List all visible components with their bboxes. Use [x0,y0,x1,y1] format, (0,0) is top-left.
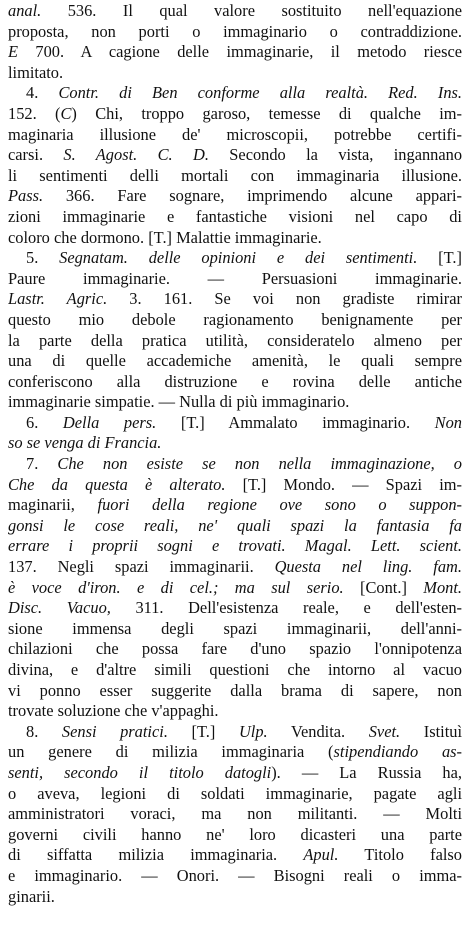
text-segment: ginarii. [8,886,55,906]
text-segment: una di quelle accademiche amenità, le quali sempre [8,351,462,371]
italic-text-segment: Lastr. Agric. [8,289,108,309]
text-line [8,22,462,43]
italic-text-segment: Della pers. [62,412,157,432]
text-line [8,660,462,681]
text-segment: amministratori voraci, ma non militanti. — Molti [8,804,462,824]
italic-text-segment: Che da questa è alterato. [8,474,226,494]
text-segment: 700. A cagione delle immaginarie, il metodo riesce [18,42,462,62]
text-line [8,619,462,640]
italic-text-segment: Che non esiste se non nella immaginazione, o [57,454,462,474]
italic-text-segment: stipendiando as- [333,742,462,762]
italic-text-segment: Disc. Vacuo, [8,598,111,618]
italic-text-segment: Contr. di Ben conforme alla realtà. Red. Ins. [58,83,462,103]
text-line [8,413,462,434]
text-segment: maginarii, [8,495,98,515]
text-segment: 152. ( [8,103,61,123]
text-line [8,372,462,393]
text-segment: carsi. [8,145,64,165]
italic-text-segment: gonsi le cose reali, ne' quali spazi la fantasia fa [8,515,462,535]
italic-text-segment: Sensi pratici. [61,721,168,741]
text-segment: Paure immaginarie. — Persuasioni immaginarie. [8,268,462,288]
italic-text-segment: Non [434,412,462,432]
text-segment: [T.] [167,721,239,741]
text-segment: [Cont.] [343,577,424,597]
text-line [8,310,462,331]
text-line [8,83,462,104]
text-segment: zioni immaginarie e fantastiche visioni nel capo di [8,206,462,226]
text-line [8,722,462,743]
text-line [8,495,462,516]
text-segment: trovate soluzione che v'appaghi. [8,701,219,721]
text-segment: divina, e d'altre simili questioni che intorno al vacuo [8,660,462,679]
text-segment: Istituì [400,721,462,741]
text-line [8,598,462,619]
text-segment: vi ponno esser suggerite dalla brama di sapere, non [8,680,462,700]
text-line [8,845,462,866]
italic-text-segment: E [8,42,19,62]
italic-text-segment: senti, secondo il titolo datogli [8,762,272,782]
text-segment: limitato. [8,62,64,82]
text-line [8,784,462,805]
text-segment: 6. [26,412,63,432]
text-line [8,166,462,187]
italic-text-segment: Pass. [8,186,44,206]
italic-text-segment: Apul. [303,845,339,865]
italic-text-segment: C [60,103,72,123]
text-line [8,186,462,207]
text-line [8,578,462,599]
italic-text-segment: Segnatam. delle opinioni e dei sentimenti. [59,248,418,268]
text-line [8,804,462,825]
text-segment: e immaginario. — Onori. — Bisogni reali o imma- [8,865,462,885]
text-segment: 7. [26,454,58,474]
text-line [8,351,462,372]
italic-text-segment: S. Agost. C. D. [63,145,209,165]
text-segment: Secondo la vista, ingannano [208,145,462,165]
text-line [8,516,462,537]
text-segment: coloro che dormono. [T.] Malattie immaginarie. [8,227,322,247]
text-line [8,125,462,146]
text-segment: chilazioni che possa fare d'uno spazio l'onnipotenza [8,639,462,659]
text-line [8,269,462,290]
italic-text-segment: errare i proprii sogni e trovati. Magal. Lett. scient. [8,536,462,556]
text-line [8,681,462,702]
text-line [8,392,462,413]
text-line [8,104,462,125]
italic-text-segment: fuori della regione ove sono o suppon- [97,495,462,515]
italic-text-segment: Mont. [423,577,462,597]
text-line [8,289,462,310]
text-line [8,475,462,496]
italic-text-segment: Questa nel ling. fam. [274,557,462,577]
text-segment: questo mio debole ragionamento benignamente per [8,309,462,329]
text-segment: proposta, non porti o immaginario o contraddizione. [8,21,462,41]
text-segment: sione immensa degli spazi immaginarii, dell'anni- [8,618,462,638]
text-segment: [T.] [417,248,462,268]
text-line [8,536,462,557]
text-line [8,331,462,352]
text-segment: un genere di milizia immaginaria ( [8,742,334,762]
text-line [8,207,462,228]
text-segment: 3. 161. Se voi non gradiste rimirar [107,289,462,309]
text-segment: li sentimenti delli mortali con immaginaria illusione. [8,165,462,185]
text-segment: 5. [26,248,60,268]
text-segment: la parte della pratica utilità, consideratelo almeno per [8,330,462,350]
text-line [8,1,462,22]
text-line [8,228,462,249]
text-line [8,433,462,454]
text-segment: 311. Dell'esistenza reale, e dell'esten- [110,598,462,618]
text-segment: 8. [26,721,62,741]
text-line [8,639,462,660]
text-line [8,145,462,166]
italic-text-segment: Ulp. [238,721,268,741]
text-segment: governi civili hanno ne' loro dicasteri una parte [8,824,462,844]
text-line [8,42,462,63]
text-segment: di siffatta milizia immaginaria. [8,845,304,865]
text-line [8,248,462,269]
text-line [8,887,462,908]
text-segment: [T.] Mondo. — Spazi im- [225,474,462,494]
text-segment: Vendita. [267,721,369,741]
text-segment: Titolo falso [338,845,462,865]
text-segment: 536. Il qual valore sostituito nell'equazione [41,1,462,20]
text-segment: 137. Negli spazi immaginarii. [8,557,275,577]
text-line [8,742,462,763]
text-segment: conferiscono alla distruzione e rovina delle antiche [8,371,462,391]
text-segment: 366. Fare sognare, imprimendo alcune appari- [43,186,462,206]
text-segment: maginaria illusione de' microscopii, potrebbe certifi- [8,124,462,144]
text-line [8,701,462,722]
text-line [8,825,462,846]
text-line [8,866,462,887]
text-segment: o aveva, legioni di soldati immaginarie, pagate agli [8,783,462,803]
text-segment: [T.] Ammalato immaginario. [156,412,435,432]
italic-text-segment: so se venga di Francia. [8,433,162,453]
text-line [8,63,462,84]
italic-text-segment: anal. [8,1,42,20]
italic-text-segment: Svet. [368,721,401,741]
text-segment: ). — La Russia ha, [271,762,462,782]
text-line [8,763,462,784]
text-segment: ) Chi, troppo garoso, temesse di qualche im- [71,103,462,123]
text-segment: immaginarie simpatie. — Nulla di più immaginario. [8,392,350,412]
text-segment: 4. [26,83,59,103]
text-line [8,557,462,578]
text-line [8,454,462,475]
italic-text-segment: è voce d'iron. e di cel.; ma sul serio. [8,577,344,597]
